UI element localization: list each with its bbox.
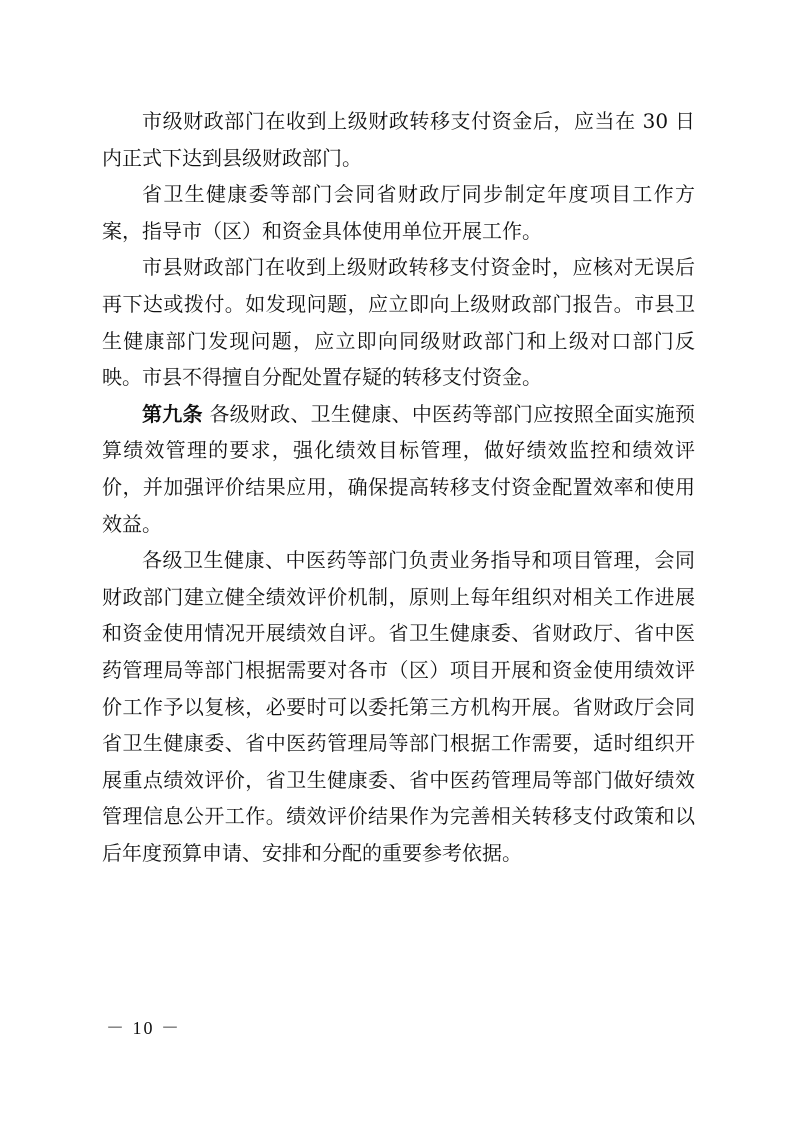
paragraph-article-9 xyxy=(102,396,695,542)
paragraph-2 xyxy=(102,176,695,249)
page-number: － 10 － xyxy=(106,1018,181,1038)
document-body xyxy=(102,103,695,871)
paragraph-3 xyxy=(102,249,695,395)
paragraph-2-text: 省卫生健康委等部门会同省财政厅同步制定年度项目工作方案，指导市（区）和资金具体使用单位开展工作。 xyxy=(102,182,695,243)
article-heading: 第九条 xyxy=(142,401,203,426)
paragraph-1 xyxy=(102,103,695,176)
paragraph-3-text: 市县财政部门在收到上级财政转移支付资金时，应核对无误后再下达或拨付。如发现问题，应立即向上级财政部门报告。市县卫生健康部门发现问题，应立即向同级财政部门和上级对口部门反映。市县不得擅自分配处置存疑的转移支付资金。 xyxy=(102,255,695,390)
paragraph-5-text: 各级卫生健康、中医药等部门负责业务指导和项目管理，会同财政部门建立健全绩效评价机制，原则上每年组织对相关工作进展和资金使用情况开展绩效自评。省卫生健康委、省财政厅、省中医药管理局等部门根据需要对各市（区）项目开展和资金使用绩效评价工作予以复核，必要时可以委托第三方机构开展。省财政厅会同省卫生健康委、省中医药管理局等部门根据工作需要，适时组织开展重点绩效评价，省卫生健康委、省中医药管理局等部门做好绩效管理信息公开工作。绩效评价结果作为完善相关转移支付政策和以后年度预算申请、安排和分配的重要参考依据。 xyxy=(102,548,695,865)
paragraph-4-text: 各级财政、卫生健康、中医药等部门应按照全面实施预算绩效管理的要求，强化绩效目标管理，做好绩效监控和绩效评价，并加强评价结果应用，确保提高转移支付资金配置效率和使用效益。 xyxy=(102,401,696,536)
paragraph-1-text: 市级财政部门在收到上级财政转移支付资金后，应当在 30 日内正式下达到县级财政部门。 xyxy=(102,109,695,170)
paragraph-5 xyxy=(102,542,695,871)
